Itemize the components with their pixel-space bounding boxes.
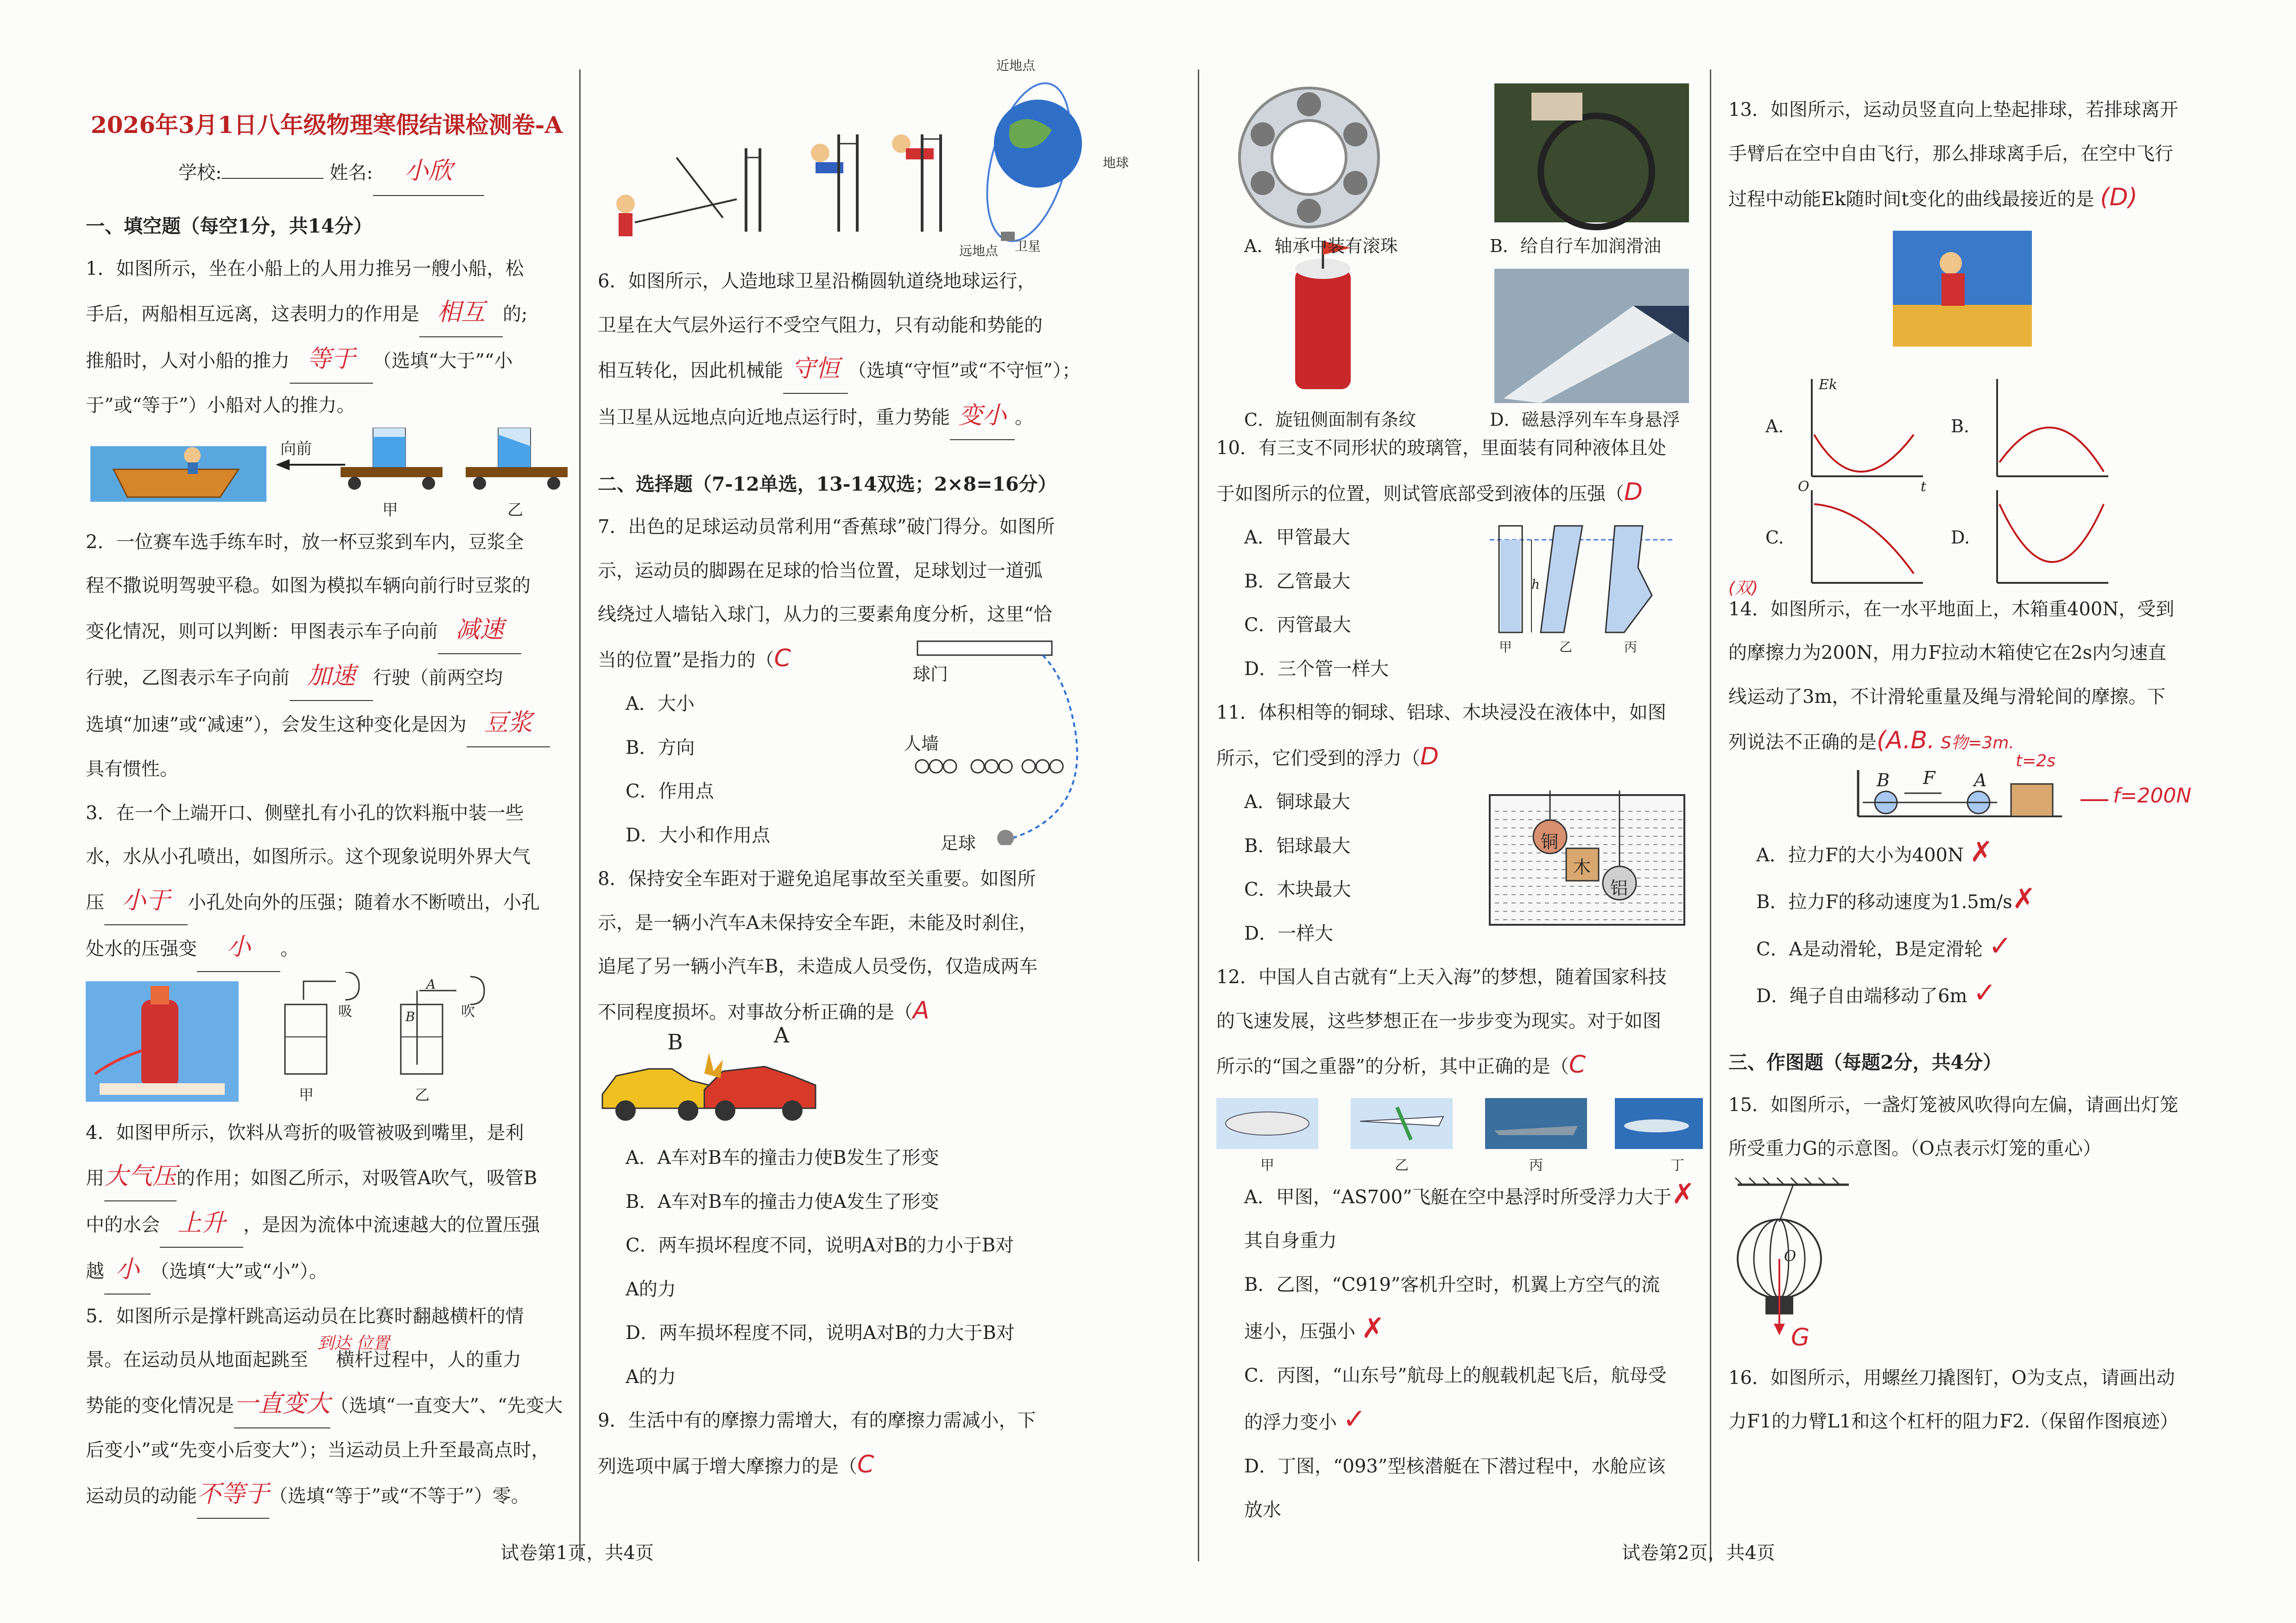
q14-answer[interactable]: (A.B. bbox=[1877, 726, 1935, 754]
page-footer-2: 试卷第2页，共4页 bbox=[1622, 1542, 1775, 1564]
q14-line: 列说法不正确的是(A.B. S物=3m. bbox=[1728, 726, 2014, 754]
origin-label: O bbox=[1798, 478, 1809, 495]
q7-line: 线绕过人墙钻入球门，从力的三要素角度分析，这里“恰 bbox=[598, 604, 1052, 625]
fig-label-jia: 甲 bbox=[299, 1086, 314, 1104]
fig-label-earth: 地球 bbox=[1103, 155, 1129, 171]
q5-line: 势能的变化情况是一直变大（选填“一直变大”、“先变大 bbox=[86, 1382, 568, 1429]
section-3-heading: 三、作图题（每题2分，共4分） bbox=[1728, 1051, 2002, 1074]
q7-option-a[interactable]: A．大小 bbox=[626, 693, 695, 714]
column-2 bbox=[598, 58, 1186, 1547]
q3-line: 压 小于 小孔处向外的压强；随着水不断喷出，小孔 bbox=[86, 879, 568, 926]
q15-figure bbox=[1728, 1171, 2284, 1356]
q14-option-a[interactable]: A．拉力F的大小为400N ✗ bbox=[1756, 835, 1993, 868]
q8-figure bbox=[598, 1023, 1186, 1136]
q7-option-b[interactable]: B．方向 bbox=[626, 737, 695, 758]
q2-line: 选填“加速”或“减速”），会发生这种变化是因为 豆浆 bbox=[86, 701, 568, 748]
q8-line: 8．保持安全车距对于避免追尾事故至关重要。如图所 bbox=[598, 868, 1036, 890]
pole-vault-satellite-figure bbox=[598, 65, 1186, 259]
q6-line: 6．如图所示，人造地球卫星沿椭圆轨道绕地球运行， bbox=[598, 271, 1036, 292]
q2-line: 具有惯性。 bbox=[86, 758, 178, 780]
q16-line: 16．如图所示，用螺丝刀撬图钉，O为支点，请画出动 bbox=[1728, 1367, 2175, 1389]
q9-option-d[interactable]: D．磁悬浮列车车身悬浮 bbox=[1490, 410, 1680, 430]
q10-option-d[interactable]: D．三个管一样大 bbox=[1244, 658, 1389, 680]
q1-blank-1[interactable]: 相互 bbox=[419, 290, 503, 337]
school-field[interactable] bbox=[221, 178, 323, 179]
ball-copper-label: 铜 bbox=[1541, 831, 1559, 852]
q5-line: 后变小”或“先变小后变大”）；当运动员上升至最高点时， bbox=[86, 1440, 550, 1461]
q14-option-d[interactable]: D．绳子自由端移动了6m ✓ bbox=[1756, 977, 1997, 1009]
goal-label: 球门 bbox=[913, 663, 949, 684]
lantern-figure bbox=[1728, 1171, 2006, 1356]
q4-line: 4．如图甲所示，饮料从弯折的吸管被吸到嘴里，是利 bbox=[86, 1122, 524, 1143]
q12-option-a[interactable]: A．甲图，“AS700”飞艇在空中悬浮时所受浮力大于✗ bbox=[1244, 1177, 1695, 1210]
block-wood-label: 木 bbox=[1573, 857, 1591, 878]
q7-answer[interactable]: C bbox=[774, 644, 791, 672]
lantern-o-label: O bbox=[1784, 1247, 1796, 1265]
q12-line: 12．中国人自古就有“上天入海”的梦想，随着国家科技 bbox=[1216, 966, 1667, 988]
q9-figures bbox=[1216, 65, 1703, 430]
q11-line: 11．体积相等的铜球、铝球、木块浸没在液体中，如图 bbox=[1216, 702, 1666, 723]
q11-option-a[interactable]: A．铜球最大 bbox=[1244, 791, 1350, 813]
fig-label-jia: 甲 bbox=[382, 500, 398, 519]
fig-label-ding: 丁 bbox=[1670, 1157, 1684, 1174]
page-footer-1: 试卷第1页，共4页 bbox=[500, 1542, 654, 1564]
q1-figure bbox=[86, 428, 568, 520]
q1-blank-2[interactable]: 等于 bbox=[290, 337, 373, 384]
tube-label-yi: 乙 bbox=[1559, 639, 1573, 655]
q12-option-b[interactable]: B．乙图，“C919”客机升空时，机翼上方空气的流 bbox=[1244, 1274, 1660, 1295]
q14-tag: (双) bbox=[1728, 578, 1758, 598]
q8-option-b[interactable]: B．A车对B车的撞击力使A发生了形变 bbox=[626, 1191, 939, 1213]
force-f-label: F bbox=[1923, 767, 1935, 788]
q1-line: 1．如图所示，坐在小船上的人用力推另一艘小船，松 bbox=[86, 258, 524, 279]
pulley-box-figure bbox=[1728, 765, 2284, 830]
q2-blank-1[interactable]: 减速 bbox=[438, 608, 521, 655]
q9-line: 列选项中属于增大摩擦力的是（C bbox=[598, 1450, 874, 1478]
q1-line: 手后，两船相互远离，这表明力的作用是 相互 的; bbox=[86, 290, 568, 337]
column-divider bbox=[1198, 69, 1199, 1561]
q14-note-distance: S物=3m. bbox=[1941, 733, 2014, 752]
q14-figure bbox=[1728, 751, 2284, 830]
q8-option-a[interactable]: A．A车对B车的撞击力使B发生了形变 bbox=[626, 1147, 939, 1168]
pulley-a-label: A bbox=[1974, 770, 1987, 790]
q12-answer[interactable]: C bbox=[1569, 1051, 1586, 1079]
q2-line: 2．一位赛车选手练车时，放一杯豆浆到车内，豆浆全 bbox=[86, 531, 524, 553]
q13-line: 13．如图所示，运动员竖直向上垫起排球，若排球离开 bbox=[1728, 99, 2178, 120]
q14-line: 线运动了3m，不计滑轮重量及绳与滑轮间的摩擦。下 bbox=[1728, 686, 2166, 707]
exam-title: 2026年3月1日八年级物理寒假结课检测卷-A bbox=[90, 111, 563, 139]
q13-line: 过程中动能Ek随时间t变化的曲线最接近的是 (D) bbox=[1728, 183, 2138, 211]
q5-blank-1[interactable]: 一直变大 bbox=[234, 1382, 330, 1429]
q5-line: 运动员的动能不等于（选填“等于”或“不等于”）零。 bbox=[86, 1472, 568, 1519]
fig-label-near: 近地点 bbox=[996, 58, 1036, 73]
q12-line: 的飞速发展，这些梦想正在一步步变为现实。对于如图 bbox=[1216, 1010, 1661, 1032]
ball-label: 足球 bbox=[941, 833, 976, 853]
q6-blank-2[interactable]: 变小 bbox=[950, 394, 1015, 441]
fig-label-far: 远地点 bbox=[959, 243, 999, 259]
fig-label-yi: 乙 bbox=[507, 500, 523, 519]
q15-line: 15．如图所示，一盏灯笼被风吹得向左偏，请画出灯笼 bbox=[1728, 1094, 2178, 1116]
q7-option-c[interactable]: C．作用点 bbox=[626, 781, 714, 802]
national-equipment-figure bbox=[1216, 1089, 1703, 1172]
q8-option-d[interactable]: D．两车损坏程度不同，说明A对B的力大于B对 bbox=[626, 1322, 1015, 1344]
q12-option-c-cont: 的浮力变小 ✓ bbox=[1244, 1403, 1366, 1435]
q3-blank-2[interactable]: 小 bbox=[197, 925, 280, 972]
q10-line: 于如图所示的位置，则试管底部受到液体的压强（D bbox=[1216, 478, 1643, 506]
car-a-label: A bbox=[774, 1023, 790, 1048]
q3-line: 水，水从小孔喷出，如图所示。这个现象说明外界大气 bbox=[86, 846, 531, 867]
q11-line: 所示，它们受到的浮力（D bbox=[1216, 742, 1439, 770]
q2-blank-3[interactable]: 豆浆 bbox=[467, 701, 550, 748]
q13-line: 手臂后在空中自由飞行，那么排球离手后，在空中飞行 bbox=[1728, 143, 2173, 164]
tube-h-label: h bbox=[1531, 576, 1540, 592]
q13-option-d[interactable]: D. bbox=[1951, 527, 1970, 548]
q12-option-b-cont: 速小，压强小 ✗ bbox=[1244, 1312, 1385, 1345]
q4-blank-3[interactable]: 小 bbox=[104, 1248, 151, 1295]
q4-line: 中的水会 上升 ，是因为流体中流速越大的位置压强 bbox=[86, 1201, 568, 1248]
q9-option-b[interactable]: B．给自行车加润滑油 bbox=[1490, 236, 1661, 256]
ek-label: Ek bbox=[1819, 376, 1838, 393]
q13-option-b[interactable]: B. bbox=[1951, 416, 1970, 436]
q15-line: 所受重力G的示意图。（O点表示灯笼的重心） bbox=[1728, 1138, 2101, 1159]
q3-line: 处水的压强变 小 。 bbox=[86, 925, 568, 972]
q4-line: 越 小 （选填“大”或“小”）。 bbox=[86, 1248, 568, 1295]
q5-q6-figure bbox=[598, 58, 1186, 259]
fig-label-yi: 乙 bbox=[415, 1086, 430, 1104]
q9-option-a[interactable]: A．轴承中装有滚珠 bbox=[1244, 236, 1398, 256]
fig-label-bing: 丙 bbox=[1529, 1157, 1543, 1174]
q13-answer[interactable]: (D) bbox=[2100, 183, 2138, 211]
boat-figure bbox=[86, 428, 568, 520]
q10-option-c[interactable]: C．丙管最大 bbox=[1244, 614, 1351, 636]
q7-line: 当的位置”是指力的（C bbox=[598, 644, 791, 672]
q12-option-a-cont: 其自身重力 bbox=[1244, 1230, 1337, 1251]
q4-blank-2[interactable]: 上升 bbox=[160, 1201, 243, 1248]
q9-answer[interactable]: C bbox=[857, 1450, 874, 1478]
q4-blank-1[interactable]: 大气压 bbox=[104, 1155, 177, 1201]
section-1-heading: 一、填空题（每空1分，共14分） bbox=[86, 215, 373, 237]
q4-line: 用大气压的作用；如图乙所示，对吸管A吹气，吸管B bbox=[86, 1155, 568, 1201]
q10-line: 10．有三支不同形状的玻璃管，里面装有同种液体且处 bbox=[1216, 437, 1666, 459]
q2-line: 变化情况，则可以判断：甲图表示车子向前 减速 bbox=[86, 608, 568, 655]
q14-line: (双) 14．如图所示，在一水平地面上，木箱重400N，受到 bbox=[1728, 587, 2284, 632]
q12-option-c[interactable]: C．丙图，“山东号”航母上的舰载机起飞后，航母受 bbox=[1244, 1364, 1667, 1386]
q5-line: 5．如图所示是撑杆跳高运动员在比赛时翻越横杆的情 bbox=[86, 1305, 524, 1327]
q10-option-a[interactable]: A．甲管最大 bbox=[1244, 527, 1350, 548]
q6-line: 卫星在大气层外运行不受空气阻力，只有动能和势能的 bbox=[598, 314, 1043, 336]
fig-label-sat: 卫星 bbox=[1015, 239, 1041, 254]
q1-line: 于”或“等于”）小船对人的推力。 bbox=[86, 395, 355, 416]
column-4 bbox=[1728, 65, 2284, 1547]
fig-label-jia: 甲 bbox=[1260, 1157, 1274, 1174]
ball-aluminium-label: 铝 bbox=[1610, 878, 1628, 898]
q14-note-friction: f=200N bbox=[2113, 783, 2192, 808]
q8-option-c-cont: A的力 bbox=[626, 1278, 676, 1300]
q11-option-b[interactable]: B．铝球最大 bbox=[1244, 835, 1351, 857]
q14-option-c[interactable]: C．A是动滑轮，B是定滑轮 ✓ bbox=[1756, 929, 2012, 962]
q3-q4-figure bbox=[86, 972, 568, 1111]
t-label: t bbox=[1921, 478, 1927, 495]
name-field[interactable]: 小欣 bbox=[373, 149, 484, 196]
q5-blank-2[interactable]: 不等于 bbox=[197, 1472, 269, 1519]
q3-line: 3．在一个上端开口、侧壁扎有小孔的饮料瓶中装一些 bbox=[86, 802, 524, 824]
tube-label-jia: 甲 bbox=[1499, 639, 1512, 655]
q14-line: 的摩擦力为200N，用力F拉动木箱使它在2s内匀速直 bbox=[1728, 642, 2167, 663]
q7-line: 7．出色的足球运动员常利用“香蕉球”破门得分。如图所 bbox=[598, 516, 1055, 537]
q8-option-d-cont: A的力 bbox=[626, 1366, 676, 1388]
wall-label: 人墙 bbox=[904, 733, 939, 754]
q12-option-d[interactable]: D．丁图，“093”型核潜艇在下潜过程中，水舱应该 bbox=[1244, 1455, 1666, 1477]
q9-line: 9．生活中有的摩擦力需增大，有的摩擦力需减小，下 bbox=[598, 1410, 1036, 1431]
q10-answer[interactable]: D bbox=[1624, 478, 1643, 506]
q12-figure bbox=[1216, 1089, 1703, 1172]
q8-answer[interactable]: A bbox=[913, 996, 930, 1024]
q14-note-time: t=2s bbox=[2016, 751, 2056, 770]
section-2-heading: 二、选择题（7-12单选，13-14双选；2×8=16分） bbox=[598, 473, 1057, 495]
car-crash-figure bbox=[598, 1034, 857, 1136]
q16-line: 力F1的力臂L1和这个杠杆的阻力F2.（保留作图痕迹） bbox=[1728, 1411, 2179, 1432]
q2-blank-2[interactable]: 加速 bbox=[290, 654, 373, 701]
q6-line: 当卫星从远地点向近地点运行时，重力势能 变小 。 bbox=[598, 394, 1186, 441]
q8-line: 追尾了另一辆小汽车B，未造成人员受伤，仅造成两车 bbox=[598, 956, 1038, 977]
q9-option-c[interactable]: C．旋钮侧面制有条纹 bbox=[1244, 410, 1417, 430]
gravity-g-label: G bbox=[1791, 1323, 1810, 1351]
q12-line: 所示的“国之重器”的分析，其中正确的是（C bbox=[1216, 1051, 1586, 1079]
column-divider bbox=[579, 69, 581, 1561]
fig-label-yi: 乙 bbox=[1395, 1157, 1409, 1174]
q3-blank-1[interactable]: 小于 bbox=[104, 879, 188, 926]
q5-line: 景。在运动员从地面起跳至 到达 位置 横杆过程中，人的重力 bbox=[86, 1338, 568, 1382]
q11-answer[interactable]: D bbox=[1420, 742, 1439, 770]
q10-option-b[interactable]: B．乙管最大 bbox=[1244, 570, 1351, 592]
fig-label-A: A bbox=[426, 976, 436, 992]
q8-option-c[interactable]: C．两车损坏程度不同，说明A对B的力小于B对 bbox=[626, 1235, 1014, 1256]
q13-option-a[interactable]: A. bbox=[1765, 416, 1784, 436]
tube-label-bing: 丙 bbox=[1624, 639, 1638, 655]
ek-graphs-figure bbox=[1728, 221, 2284, 587]
student-info: 学校: 姓名: 小欣 bbox=[86, 149, 568, 196]
q13-figure bbox=[1728, 221, 2284, 587]
q11-option-d[interactable]: D．一样大 bbox=[1244, 922, 1334, 944]
bottle-straw-figure bbox=[86, 972, 568, 1111]
pulley-b-label: B bbox=[1877, 770, 1890, 790]
fig-label-chui: 吹 bbox=[461, 1003, 475, 1020]
q12-option-d-cont: 放水 bbox=[1244, 1499, 1281, 1521]
q6-line: 相互转化，因此机械能 守恒 （选填“守恒”或“不守恒”）； bbox=[598, 347, 1186, 394]
fig-label-B: B bbox=[405, 1009, 415, 1024]
q2-line: 行驶，乙图表示车子向前 加速 行驶（前两空均 bbox=[86, 654, 568, 701]
column-divider bbox=[1710, 69, 1711, 1561]
q2-line: 程不撒说明驾驶平稳。如图为模拟车辆向前行时豆浆的 bbox=[86, 575, 531, 596]
q1-line: 推船时，人对小船的推力 等于 （选填“大于”“小 bbox=[86, 337, 568, 384]
q5-annotation: 到达 位置 bbox=[317, 1334, 390, 1353]
column-1 bbox=[86, 65, 568, 1547]
column-3 bbox=[1216, 65, 1703, 1547]
q6-blank-1[interactable]: 守恒 bbox=[783, 347, 848, 394]
q13-option-c[interactable]: C. bbox=[1765, 527, 1784, 548]
q7-line: 示，运动员的脚踢在足球的恰当位置，足球划过一道弧 bbox=[598, 560, 1043, 581]
direction-label: 向前 bbox=[280, 439, 312, 458]
car-b-label: B bbox=[667, 1029, 683, 1055]
q11-option-c[interactable]: C．木块最大 bbox=[1244, 879, 1351, 900]
q14-option-b[interactable]: B．拉力F的移动速度为1.5m/s✗ bbox=[1756, 883, 2036, 915]
fig-label-xi: 吸 bbox=[338, 1003, 352, 1020]
q8-line: 示，是一辆小汽车A未保持安全车距，未能及时刹住， bbox=[598, 912, 1037, 934]
three-tubes-figure bbox=[1485, 512, 1680, 660]
q7-option-d[interactable]: D．大小和作用点 bbox=[626, 824, 771, 846]
q8-line: 不同程度损坏。对事故分析正确的是（A bbox=[598, 996, 930, 1024]
